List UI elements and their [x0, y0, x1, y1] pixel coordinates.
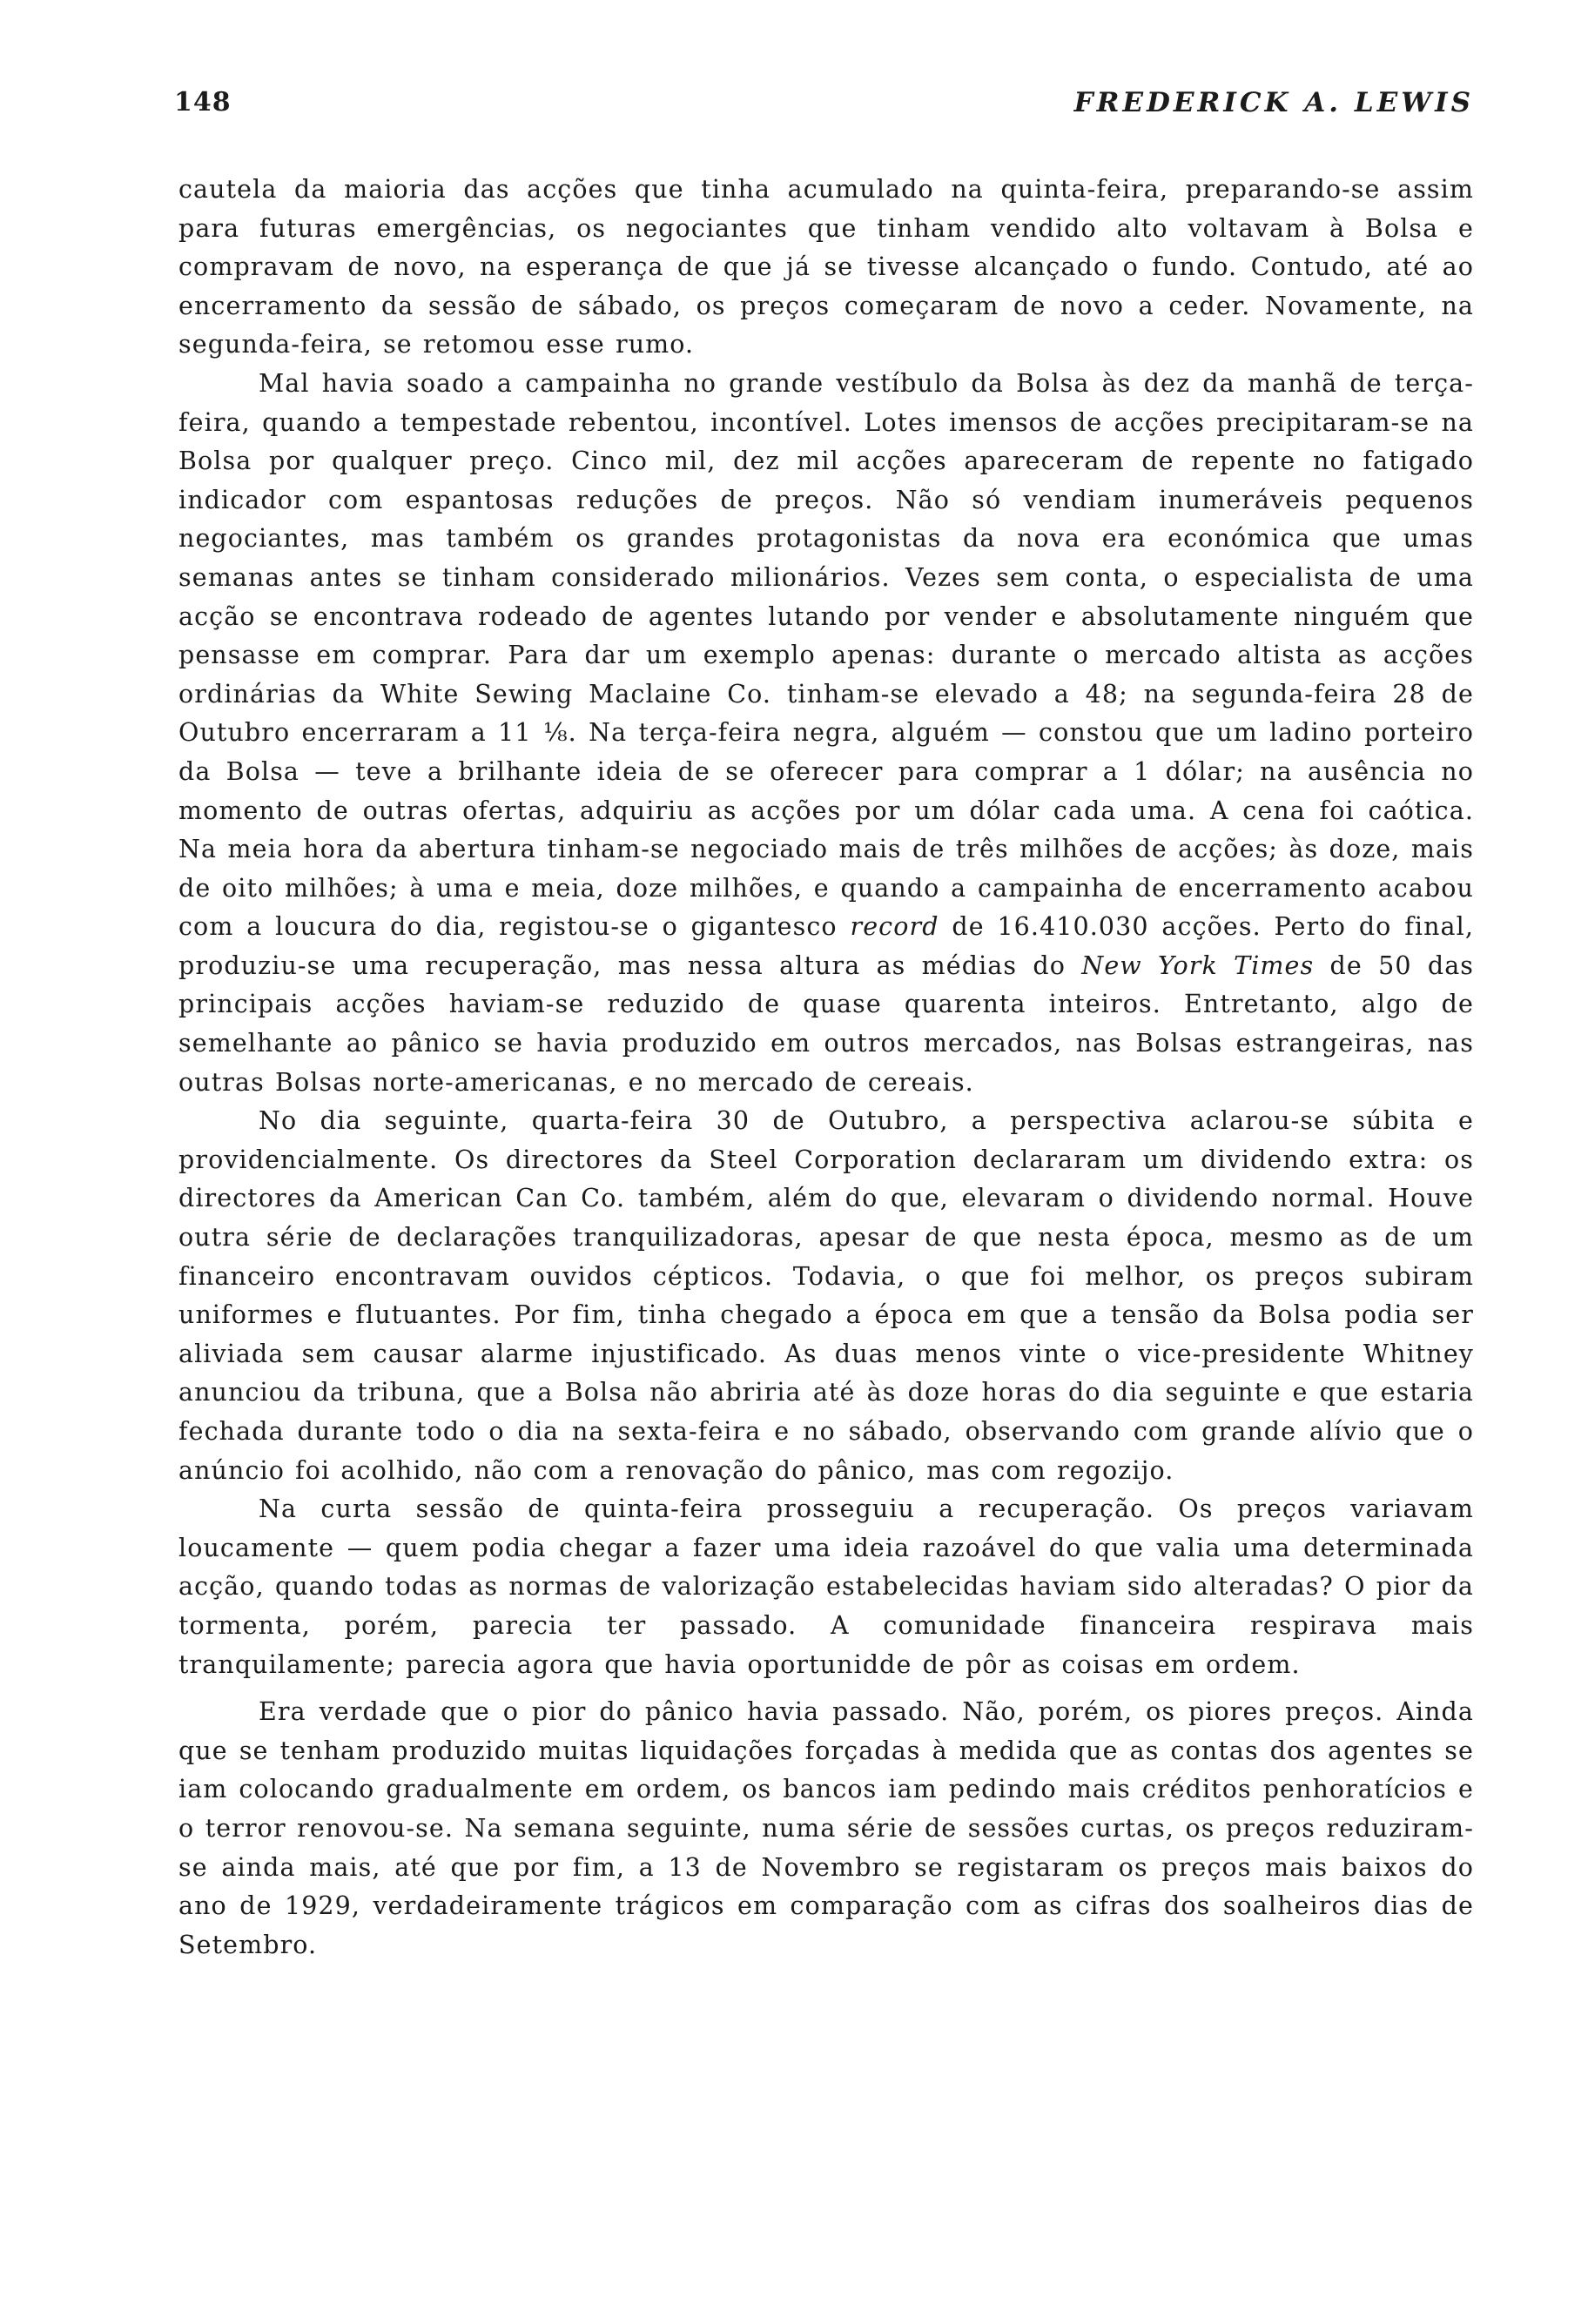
page-number: 148: [174, 87, 232, 118]
paragraph-2-text-b: de 16.410.030 acções. Perto do final, produziu-se uma recuperação, mas nessa altura as médias do: [178, 912, 1475, 980]
paragraph-4: Na curta sessão de quinta-feira prosseguiu a recuperação. Os preços variavam loucamente — quem podia chegar a fazer uma ideia razoável do que valia uma determinada acção, quando todas as normas de valorização estabelecidas haviam sido alteradas? O pior da tormenta, porém, parecia ter passado. A comunidade financeira respirava mais tranquilamente; parecia agora que havia oportunidde de pôr as coisas em ordem.: [178, 1494, 1474, 1679]
paragraph-3: No dia seguinte, quarta-feira 30 de Outubro, a perspectiva aclarou-se súbita e providencialmente. Os directores da Steel Corporation declararam um dividendo extra: os directores da American Can Co. também, além do que, elevaram o dividendo normal. Houve outra série de declarações tranquilizadoras, apesar de que nesta época, mesmo as de um financeiro encontravam ouvidos cépticos. Todavia, o que foi melhor, os preços subiram uniformes e flutuantes. Por fim, tinha chegado a época em que a tensão da Bolsa podia ser aliviada sem causar alarme injustificado. As duas menos vinte o vice-presidente Whitney anunciou da tribuna, que a Bolsa não abriria até às doze horas do dia seguinte e que estaria fechada durante todo o dia na sexta-feira e no sábado, observando com grande alívio que o anúncio foi acolhido, não com a renovação do pânico, mas com regozijo.: [178, 1106, 1474, 1485]
running-head: FREDERICK A. LEWIS: [1073, 87, 1474, 118]
paragraph-2-text-a: Mal havia soado a campainha no grande vestíbulo da Bolsa às dez da manhã de terça-feira, quando a tempestade rebentou, incontível. Lotes imensos de acções precipitaram-se na Bolsa por qualquer preço. Cinco mil, dez mil acções apareceram de repente no fatigado indicador com espantosas reduções de preços. Não só vendiam inumeráveis pequenos negociantes, mas também os grandes protagonistas da nova era económica que umas semanas antes se tinham considerado milionários. Vezes sem conta, o especialista de uma acção se encontrava rodeado de agentes lutando por vender e absolutamente ninguém que pensasse em comprar. Para dar um exemplo apenas: durante o mercado altista as acções ordinárias da White Sewing Maclaine Co. tinham-se elevado a 48; na segunda-feira 28 de Outubro encerraram a 11 ⅛. Na terça-feira negra, alguém — constou que um ladino porteiro da Bolsa — teve a brilhante ideia de se oferecer para comprar a 1 dólar; na ausência no momento de outras ofertas, adquiriu as acções por um dólar cada uma. A cena foi caótica. Na meia hora da abertura tinham-se negociado mais de três milhões de acções; às doze, mais de oito milhões; à uma e meia, doze milhões, e quando a campainha de encerramento acabou com a loucura do dia, registou-se o gigantesco: [178, 368, 1474, 942]
italic-record: record: [850, 912, 939, 942]
italic-newspaper-title: New York Times: [1081, 950, 1315, 980]
paragraph-1: cautela da maioria das acções que tinha acumulado na quinta-feira, preparando-se assim para futuras emergências, os negociantes que tinham vendido alto voltavam à Bolsa e compravam de novo, na esperança de que já se tivesse alcançado o fundo. Contudo, até ao encerramento da sessão de sábado, os preços começaram de novo a ceder. Novamente, na segunda-feira, se retomou esse rumo.: [178, 175, 1474, 359]
paragraph-2-text-c: de 50 das principais acções haviam-se reduzido de quase quarenta inteiros. Entretanto, algo de semelhante ao pânico se havia produzido em outros mercados, nas Bolsas estrangeiras, nas outras Bolsas norte-americanas, e no mercado de cereais.: [178, 950, 1475, 1097]
page-header: [174, 84, 1474, 122]
paragraph-5: Era verdade que o pior do pânico havia passado. Não, porém, os piores preços. Ainda que se tenham produzido muitas liquidações forçadas à medida que as contas dos agentes se iam colocando gradualmente em ordem, os bancos iam pedindo mais créditos penhoratícios e o terror renovou-se. Na semana seguinte, numa série de sessões curtas, os preços reduziram-se ainda mais, até que por fim, a 13 de Novembro se registaram os preços mais baixos do ano de 1929, verdadeiramente trágicos em comparação com as cifras dos soalheiros dias de Setembro.: [178, 1697, 1474, 1959]
paragraph-2: [178, 365, 1474, 1102]
body-text: [178, 171, 1474, 1965]
